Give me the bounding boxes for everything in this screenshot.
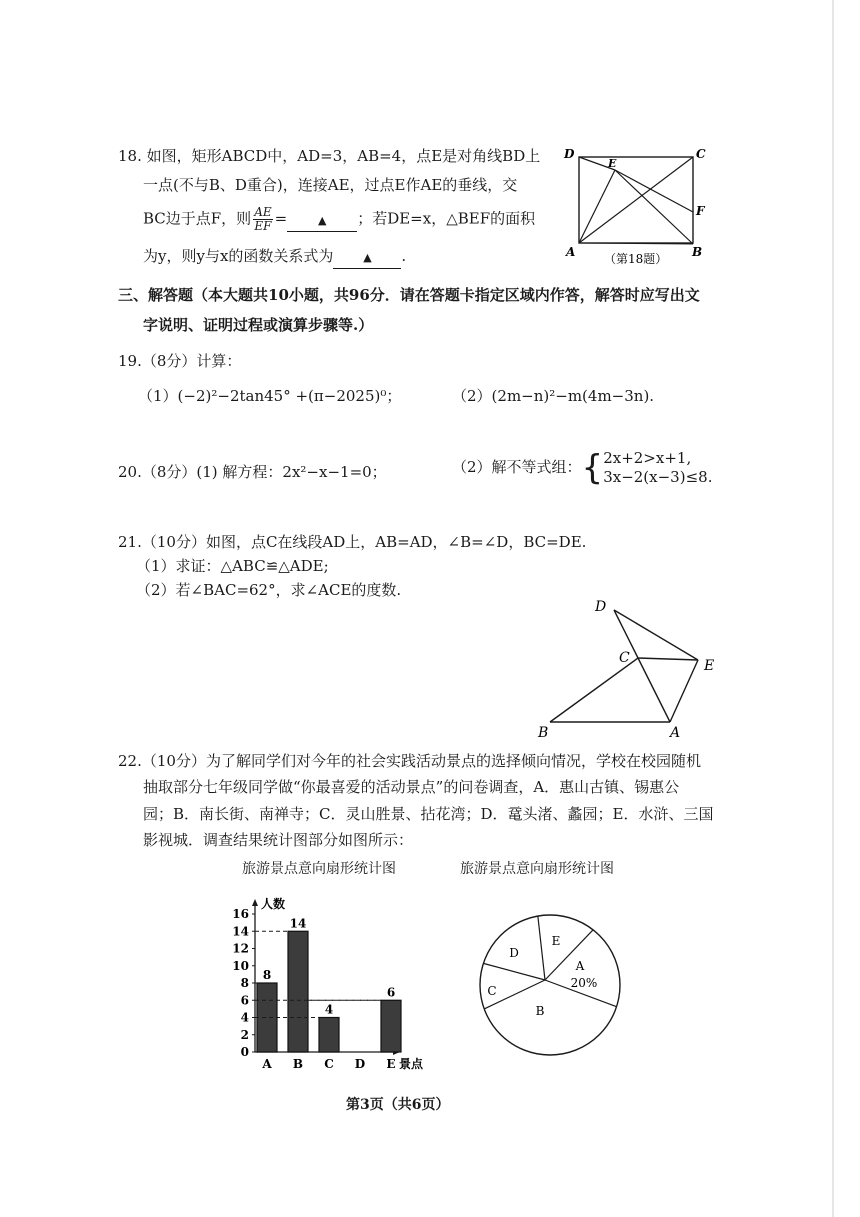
q18-label-d: D [564,147,575,161]
q22-line-4: 影视城．调查结果统计图部分如图所示： [143,831,414,849]
q18-text-4: 为y，则y与x的函数关系式为 [143,247,334,265]
q21-segment-bc [550,658,638,722]
q21-label-e: E [704,658,715,674]
q18-number: 18. [118,147,142,165]
q18-line-2: 一点(不与B、D重合)，连接AE，过点E作AE的垂线，交 [143,176,518,194]
pie-slice-label: C [487,984,497,998]
page-number: 第3页（共6页） [346,1097,450,1113]
y-tick-label: 14 [232,924,249,939]
q18-period: . [401,247,407,265]
q18-line-4 [143,246,406,269]
bar [288,931,308,1052]
q18-diagonal [579,157,693,243]
q21-label-c: C [619,650,630,666]
q19-heading: 19.（8分）计算： [118,352,242,370]
bar-chart-plot [232,896,424,1071]
y-tick-label: 8 [240,976,249,990]
q20-part-1: 20.（8分）(1) 解方程：2x²−x−1=0； [118,463,387,481]
x-tick-label: A [262,1057,272,1071]
q21-label-d: D [595,599,607,615]
bar-data-label: 6 [386,985,396,1000]
q18-frac-denominator: EF [254,219,272,233]
y-tick-label: 2 [240,1027,249,1042]
y-axis-arrow-icon [252,899,258,906]
bar-data-label: 8 [262,968,272,982]
q18-fraction [253,206,272,233]
q18-label-b: B [692,245,703,259]
x-tick-label: D [354,1057,366,1071]
q22-line-3: 园；B．南长街、南禅寺；C．灵山胜景、拈花湾；D．鼋头渚、蠡园；E．水浒、三国 [143,805,714,823]
q18-figure [560,140,710,270]
section-3-header-line-1: 三、解答题（本大题共10小题，共96分．请在答题卡指定区域内作答，解答时应写出文 [118,286,700,304]
bar [381,1000,401,1052]
q18-answer-blank-2 [333,246,401,269]
q18-label-f: F [696,204,705,218]
y-tick-label: 0 [240,1045,249,1059]
q18-label-c: C [696,147,706,161]
pie-slice-percent: 20% [570,976,598,990]
y-axis-label: 人数 [261,897,286,911]
pie-chart-plot [480,915,620,1055]
answer-triangle-icon: ▲ [363,251,372,264]
q20-inequality-2: 3x−2(x−3)≤8. [603,468,713,486]
y-tick-label: 6 [240,993,249,1008]
q20-part-2-label: （2）解不等式组： [452,458,582,476]
q21-part-1: （1）求证：△ABC≌△ADE; [136,557,329,575]
q20-inequality-1: 2x+2>x+1, [603,449,692,467]
answer-triangle-icon: ▲ [317,213,327,227]
q22-line-2: 抽取部分七年级同学做“你最喜爱的活动景点”的问卷调查，A．惠山古镇、锡惠公 [143,778,680,796]
bar-chart [215,882,430,1072]
q21-segment-ea [670,660,698,722]
y-tick-label: 12 [232,941,249,956]
q18-text-1: 如图，矩形ABCD中，AD=3，AB=4，点E是对角线BD上 [146,147,541,165]
pie-slice-label: D [509,946,519,960]
pie-slice-boundary [538,916,545,980]
q21-part-2: （2）若∠BAC=62°，求∠ACE的度数. [136,581,402,599]
q18-line-1 [118,146,540,166]
bar-chart-title: 旅游景点意向扇形统计图 [242,861,396,877]
x-axis-label: 景点 [399,1057,424,1071]
x-tick-label: B [292,1057,304,1071]
bar [319,1018,339,1053]
q18-text-3a: BC边于点F，则 [143,209,252,228]
x-tick-label: C [324,1057,334,1071]
q20-inequality-system [603,449,712,487]
q21-segment-ce [638,658,698,660]
q18-segment-ae [579,170,615,243]
q18-answer-blank-1 [287,209,357,232]
q18-equals: = [274,209,288,228]
q21-label-b: B [538,725,549,741]
bar [257,983,277,1052]
q18-frac-numerator: AE [254,205,272,219]
y-tick-label: 10 [232,958,249,973]
bar-data-label: 4 [324,1002,334,1017]
q20-part-2 [452,449,712,487]
pie-slice-label: E [551,934,561,948]
q18-segment-ef [615,170,693,212]
q18-line-3 [143,206,535,233]
y-tick-label: 16 [232,907,249,921]
y-tick-label: 4 [240,1010,249,1025]
page-edge-shadow [832,0,834,1217]
pie-outline [480,915,620,1055]
q18-label-a: A [566,245,576,259]
q21-heading: 21.（10分）如图，点C在线段AD上，AB=AD，∠B=∠D，BC=DE. [118,533,587,551]
q21-figure [530,592,730,742]
q18-label-e: E [608,157,617,170]
q18-figure-caption: （第18题） [604,252,668,266]
q21-label-a: A [670,725,681,741]
pie-slice-boundary [483,963,545,980]
q19-part-2: （2）(2m−n)²−m(4m−3n). [452,387,655,405]
x-tick-label: E [386,1057,396,1071]
q22-line-1: 22.（10分）为了解同学们对今年的社会实践活动景点的选择倾向情况，学校在校园随机 [118,752,701,770]
pie-slice-label: A [575,959,585,973]
q20-brace: { [581,448,604,488]
pie-slice-label: B [535,1004,545,1018]
pie-chart [470,905,630,1065]
pie-chart-title: 旅游景点意向扇形统计图 [460,861,614,877]
q19-part-1: （1）(−2)²−2tan45° +(π−2025)⁰； [138,387,402,405]
bar-data-label: 14 [289,916,307,931]
section-3-header-line-2: 字说明、证明过程或演算步骤等.） [143,316,374,334]
q18-text-3b: ；若DE=x，△BEF的面积 [357,209,536,228]
